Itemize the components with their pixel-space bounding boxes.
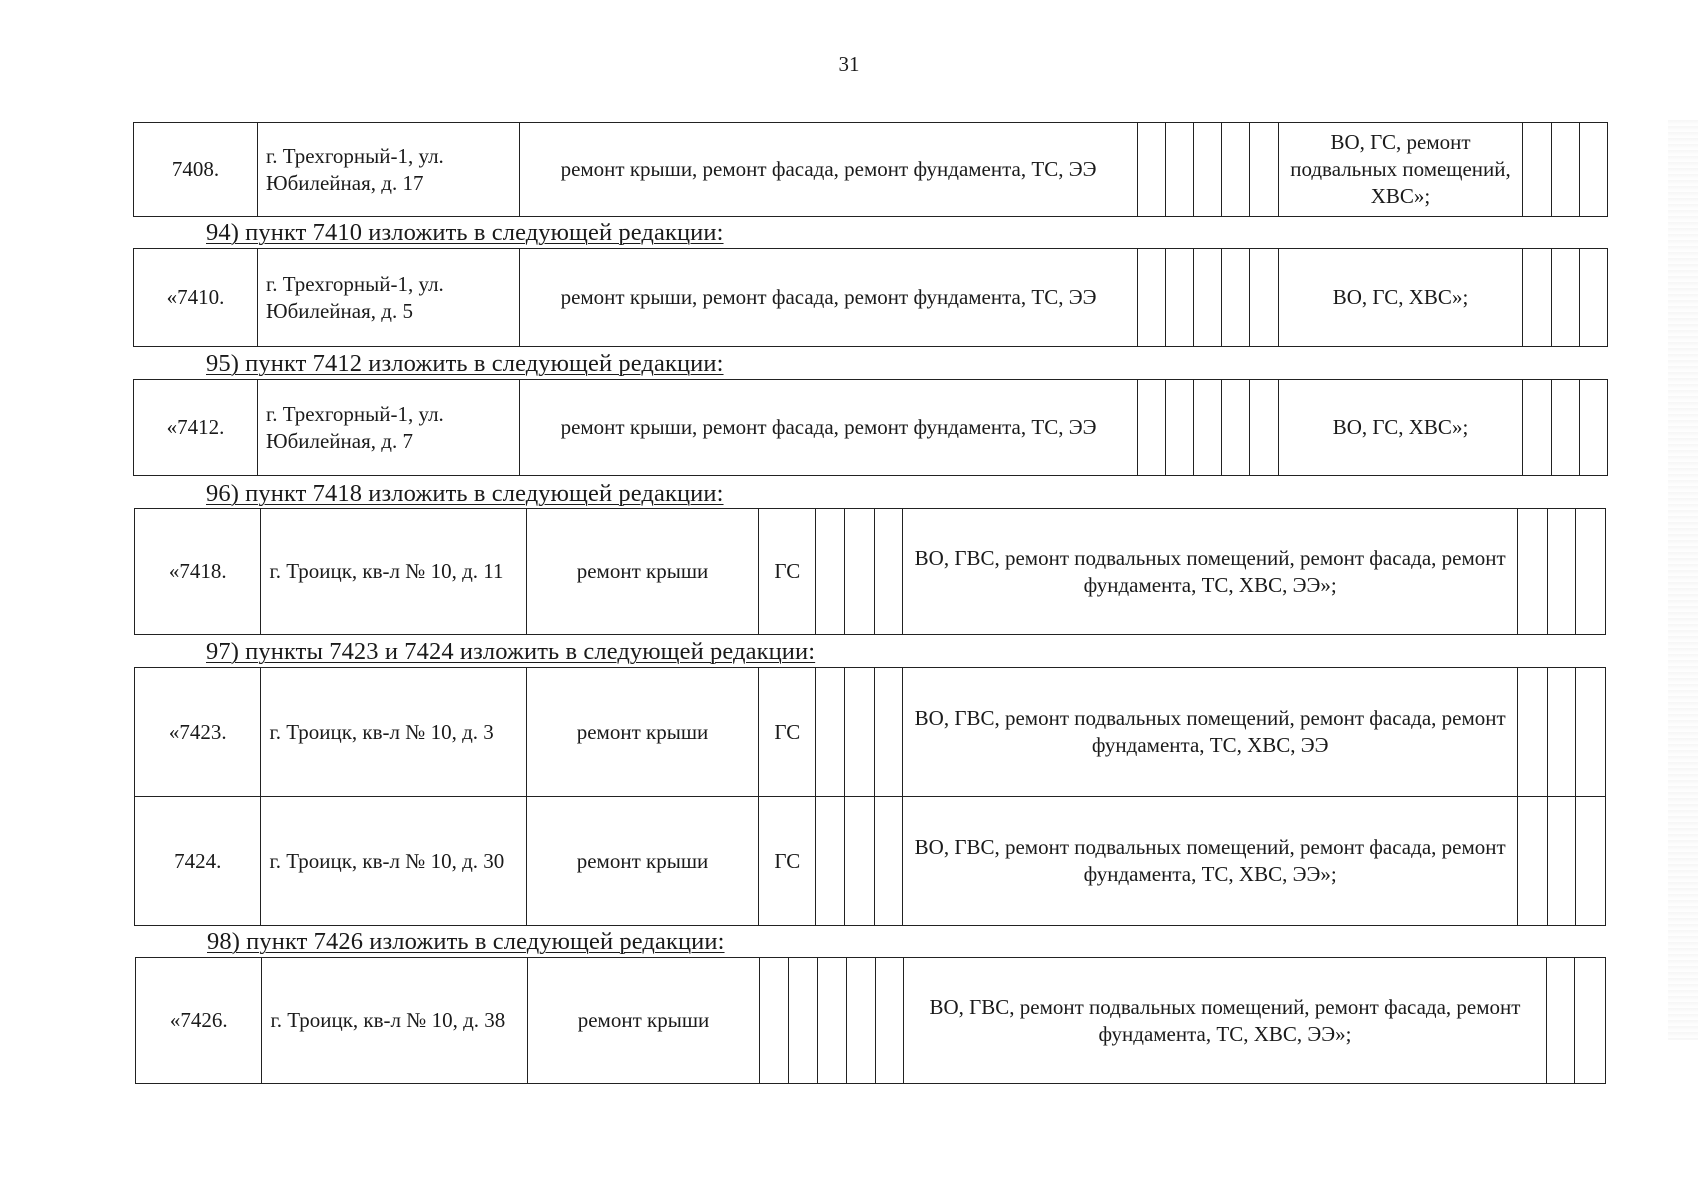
amendment-table-7408 [133, 122, 1608, 217]
works-cell: ремонт крыши [527, 958, 760, 1084]
empty-cell [1552, 123, 1580, 217]
gs-cell: ГС [759, 509, 816, 635]
empty-cell [1523, 123, 1552, 217]
empty-cell [1580, 249, 1608, 347]
table-row [134, 380, 1608, 476]
item-number: 7424. [135, 797, 261, 926]
item-number: «7412. [134, 380, 258, 476]
empty-cell [1518, 509, 1548, 635]
amendment-heading-97: 97) пункты 7423 и 7424 изложить в следующей редакции: [206, 638, 816, 665]
empty-cell [1138, 380, 1166, 476]
amendment-heading-94: 94) пункт 7410 изложить в следующей редакции: [206, 219, 724, 246]
other-works-cell: ВО, ГС, ХВС»; [1279, 249, 1523, 347]
empty-cell [760, 958, 789, 1084]
amendment-heading-95: 95) пункт 7412 изложить в следующей редакции: [206, 350, 724, 377]
empty-cell [1576, 509, 1606, 635]
empty-cell [788, 958, 818, 1084]
empty-cell [1166, 249, 1194, 347]
works-cell: ремонт крыши, ремонт фасада, ремонт фундамента, ТС, ЭЭ [520, 249, 1138, 347]
other-works-cell: ВО, ГС, ХВС»; [1279, 380, 1523, 476]
address-cell: г. Троицк, кв-л № 10, д. 3 [261, 668, 526, 797]
empty-cell [1138, 123, 1166, 217]
empty-cell [1166, 123, 1194, 217]
item-number: «7423. [135, 668, 261, 797]
empty-cell [1194, 249, 1222, 347]
item-number: «7418. [135, 509, 261, 635]
empty-cell [1222, 380, 1250, 476]
empty-cell [1250, 380, 1279, 476]
amendment-table-7423-7424 [134, 667, 1606, 926]
table-row [135, 668, 1606, 797]
empty-cell [1222, 123, 1250, 217]
other-works-cell: ВО, ГВС, ремонт подвальных помещений, ремонт фасада, ремонт фундамента, ТС, ХВС, ЭЭ»; [903, 797, 1518, 926]
amendment-heading-96: 96) пункт 7418 изложить в следующей редакции: [206, 480, 724, 507]
address-cell: г. Троицк, кв-л № 10, д. 11 [261, 509, 526, 635]
address-cell: г. Трехгорный-1, ул. Юбилейная, д. 17 [258, 123, 520, 217]
empty-cell [1518, 797, 1548, 926]
empty-cell [874, 797, 903, 926]
table-row [134, 249, 1608, 347]
page-number: 31 [838, 52, 860, 76]
empty-cell [1250, 123, 1279, 217]
gs-cell: ГС [759, 797, 816, 926]
empty-cell [874, 668, 903, 797]
amendment-table-7410 [133, 248, 1608, 347]
empty-cell [1546, 958, 1575, 1084]
empty-cell [844, 509, 874, 635]
address-cell: г. Троицк, кв-л № 10, д. 30 [261, 797, 526, 926]
gs-cell: ГС [759, 668, 816, 797]
empty-cell [1523, 380, 1552, 476]
empty-cell [1523, 249, 1552, 347]
empty-cell [816, 668, 845, 797]
empty-cell [1575, 958, 1606, 1084]
empty-cell [816, 797, 845, 926]
empty-cell [1518, 668, 1548, 797]
empty-cell [874, 509, 903, 635]
works-cell: ремонт крыши [526, 797, 759, 926]
table-row [135, 797, 1606, 926]
empty-cell [875, 958, 904, 1084]
address-cell: г. Трехгорный-1, ул. Юбилейная, д. 5 [258, 249, 520, 347]
empty-cell [1194, 380, 1222, 476]
scan-edge-shadow [1668, 120, 1698, 1040]
amendment-table-7418 [134, 508, 1606, 635]
works-cell: ремонт крыши [526, 509, 759, 635]
amendment-table-7426 [135, 957, 1606, 1084]
empty-cell [846, 958, 875, 1084]
empty-cell [1547, 509, 1576, 635]
item-number: «7426. [136, 958, 262, 1084]
item-number: «7410. [134, 249, 258, 347]
table-row [134, 123, 1608, 217]
empty-cell [1547, 668, 1576, 797]
empty-cell [844, 668, 874, 797]
empty-cell [1552, 380, 1580, 476]
empty-cell [1166, 380, 1194, 476]
works-cell: ремонт крыши, ремонт фасада, ремонт фундамента, ТС, ЭЭ [520, 123, 1138, 217]
empty-cell [816, 509, 845, 635]
empty-cell [1138, 249, 1166, 347]
table-row [136, 958, 1606, 1084]
empty-cell [1576, 797, 1606, 926]
amendment-table-7412 [133, 379, 1608, 476]
amendment-heading-98: 98) пункт 7426 изложить в следующей редакции: [207, 928, 725, 955]
address-cell: г. Троицк, кв-л № 10, д. 38 [262, 958, 527, 1084]
item-number: 7408. [134, 123, 258, 217]
table-row [135, 509, 1606, 635]
other-works-cell: ВО, ГС, ремонт подвальных помещений, ХВС»; [1279, 123, 1523, 217]
empty-cell [1576, 668, 1606, 797]
other-works-cell: ВО, ГВС, ремонт подвальных помещений, ремонт фасада, ремонт фундамента, ТС, ХВС, ЭЭ»; [904, 958, 1547, 1084]
works-cell: ремонт крыши [526, 668, 759, 797]
empty-cell [1250, 249, 1279, 347]
empty-cell [1552, 249, 1580, 347]
other-works-cell: ВО, ГВС, ремонт подвальных помещений, ремонт фасада, ремонт фундамента, ТС, ХВС, ЭЭ»; [903, 509, 1518, 635]
empty-cell [1194, 123, 1222, 217]
empty-cell [1222, 249, 1250, 347]
address-cell: г. Трехгорный-1, ул. Юбилейная, д. 7 [258, 380, 520, 476]
empty-cell [1547, 797, 1576, 926]
empty-cell [1580, 123, 1608, 217]
other-works-cell: ВО, ГВС, ремонт подвальных помещений, ремонт фасада, ремонт фундамента, ТС, ХВС, ЭЭ [903, 668, 1518, 797]
works-cell: ремонт крыши, ремонт фасада, ремонт фундамента, ТС, ЭЭ [520, 380, 1138, 476]
empty-cell [1580, 380, 1608, 476]
empty-cell [818, 958, 847, 1084]
empty-cell [844, 797, 874, 926]
